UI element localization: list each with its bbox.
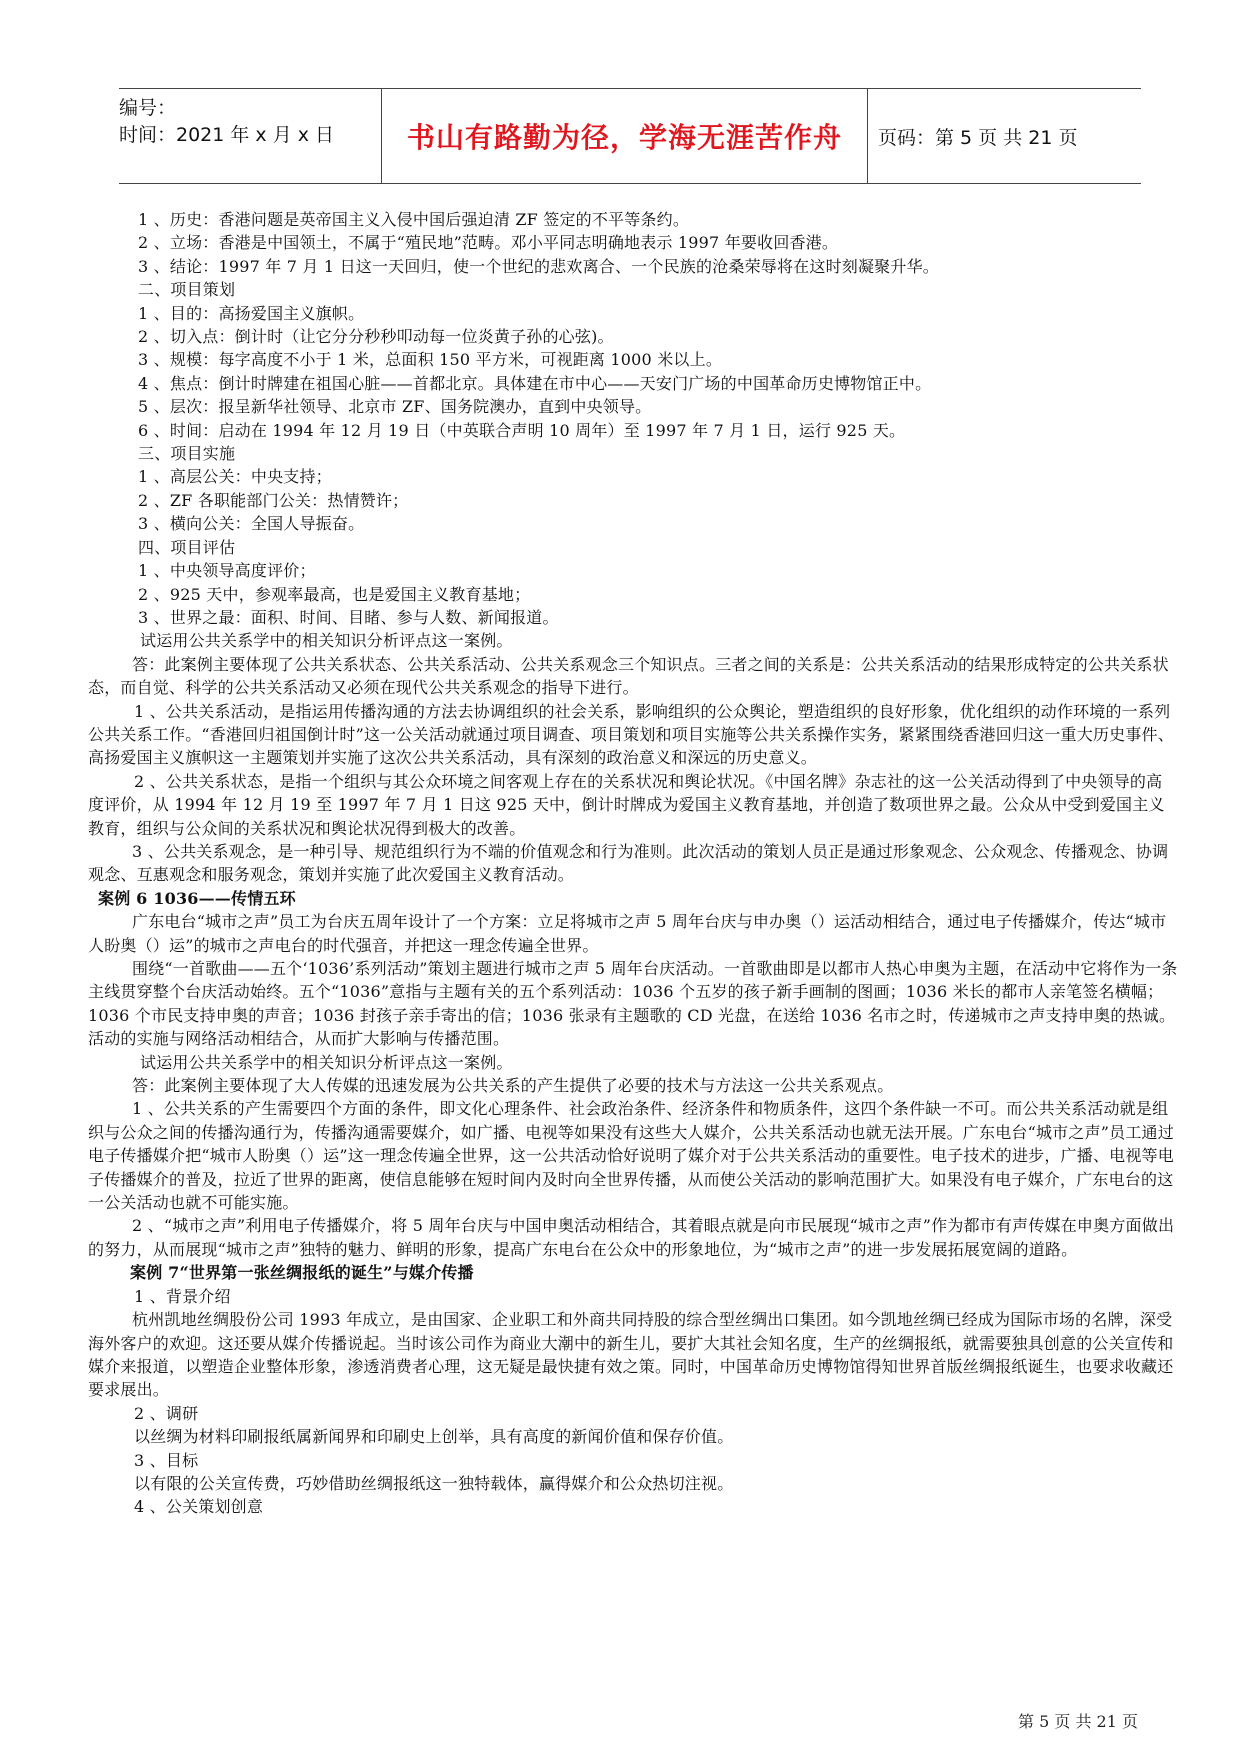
list-item: 1 、目的：高扬爱国主义旗帜。: [138, 303, 365, 323]
case7-heading: 2 、调研: [134, 1403, 199, 1423]
list-item: 1 、中央领导高度评价；: [138, 561, 316, 581]
list-item: 4 、焦点：倒计时牌建在祖国心脏——首都北京。具体建在市中心——天安门广场的中国革命历史博物馆正中。: [138, 373, 932, 393]
case7-text: 以有限的公关宣传费，巧妙借助丝绸报纸这一独特载体，赢得媒介和公众热切注视。: [134, 1473, 734, 1493]
list-item: 6 、时间：启动在 1994 年 12 月 19 日（中英联合声明 10 周年）至 1997 年 7 月 1 日，运行 925 天。: [138, 420, 906, 440]
number-label: 编号：: [119, 97, 177, 119]
list-item: 2 、ZF 各职能部门公关：热情赞许；: [138, 490, 409, 510]
answer-paragraph: 3 、公共关系观念，是一种引导、规范组织行为不端的价值观念和行为准则。此次活动的策划人员正是通过形象观念、公众观念、传播观念、协调观念、互惠观念和服务观念，策划并实施了此次爱国主义教育活动。: [88, 841, 1169, 885]
header-meta: [119, 89, 381, 183]
time-label: 时间：2021 年 x 月 x 日: [119, 124, 335, 146]
page-footer: 第 5 页 共 21 页: [1018, 1712, 1138, 1731]
list-item: 3 、规模：每字高度不小于 1 米，总面积 150 平方米，可视距离 1000 米以上。: [138, 350, 723, 370]
case7-heading: 4 、公关策划创意: [134, 1497, 264, 1517]
case6-answer: 2 、“城市之声”利用电子传播媒介，将 5 周年台庆与中国申奥活动相结合，其着眼点就是向市民展现“城市之声”作为都市有声传媒在申奥方面做出的努力，从而展现“城市之声”独特的魅力、鲜明的形象，提高广东电台在公众中的形象地位，为“城市之声”的进一步发展拓展宽阔的道路。: [88, 1216, 1175, 1259]
list-item: 3 、横向公关：全国人导振奋。: [138, 514, 365, 534]
case7-title: 案例 7“世界第一张丝绸报纸的诞生”与媒介传播: [130, 1263, 474, 1283]
case7-heading: 1 、背景介绍: [134, 1286, 231, 1306]
document-body: [88, 208, 1178, 1519]
case7-text: 杭州凯地丝绸股份公司 1993 年成立，是由国家、企业职工和外商共同持股的综合型丝绸出口集团。如今凯地丝绸已经成为国际市场的名牌，深受海外客户的欢迎。这还要从媒介传播说起。当时该公司作为商业大潮中的新生儿，要扩大其社会知名度，生产的丝绸报纸，就需要独具创意的公关宣传和媒介来报道，以塑造企业整体形象，渗透消费者心理，这无疑是最快捷有效之策。同时，中国革命历史博物馆得知世界首版丝绸报纸诞生，也要求收藏还要求展出。: [88, 1310, 1174, 1400]
section-heading: 三、项目实施: [138, 444, 236, 464]
list-item: 1 、历史：香港问题是英帝国主义入侵中国后强迫清 ZF 签定的不平等条约。: [138, 210, 690, 229]
list-item: 2 、立场：香港是中国领土，不属于“殖民地”范畴。邓小平同志明确地表示 1997 年要收回香港。: [138, 233, 839, 253]
case6-title: 案例 6 1036——传情五环: [98, 888, 296, 908]
case7-text: 以丝绸为材料印刷报纸属新闻界和印刷史上创举，具有高度的新闻价值和保存价值。: [134, 1427, 734, 1447]
case6-question: 试运用公共关系学中的相关知识分析评点这一案例。: [140, 1052, 513, 1072]
list-item: 3 、结论：1997 年 7 月 1 日这一天回归，使一个世纪的悲欢离合、一个民族的沧桑荣辱将在这时刻凝聚升华。: [138, 256, 939, 276]
case6-paragraph: 围绕“一首歌曲——五个‘1036’系列活动”策划主题进行城市之声 5 周年台庆活动。一首歌曲即是以都市人热心申奥为主题，在活动中它将作为一条主线贯穿整个台庆活动始终。五个“1036”意指与主题有关的五个系列活动：1036 个五岁的孩子新手画制的图画；1036 米长的都市人亲笔签名横幅；1036 个市民支持申奥的声音；1036 封孩子亲手寄出的信；1036 张录有主题歌的 CD 光盘，在送给 1036 名市之时，传递城市之声支持申奥的热诚。活动的实施与网络活动相结合，从而扩大影响与传播范围。: [88, 959, 1178, 1049]
case6-answer: 答：此案例主要体现了大人传媒的迅速发展为公共关系的产生提供了必要的技术与方法这一公共关系观点。: [132, 1076, 894, 1096]
list-item: 5 、层次：报呈新华社领导、北京市 ZF、国务院澳办，直到中央领导。: [138, 397, 652, 417]
answer-paragraph: 1 、公共关系活动，是指运用传播沟通的方法去协调组织的社会关系，影响组织的公众舆论，塑造组织的良好形象，优化组织的动作环境的一系列公共关系工作。“香港回归祖国倒计时”这一公关活动就通过项目调查、项目策划和项目实施等公共关系操作实务，紧紧围绕香港回归这一重大历史事件、高扬爱国主义旗帜这一主题策划并实施了这次公共关系活动，具有深刻的政治意义和深远的历史意义。: [88, 701, 1174, 768]
answer-paragraph: 答：此案例主要体现了公共关系状态、公共关系活动、公共关系观念三个知识点。三者之间的关系是：公共关系活动的结果形成特定的公共关系状态，而自觉、科学的公共关系活动又必须在现代公共关系观念的指导下进行。: [88, 654, 1169, 698]
case7-heading: 3 、目标: [134, 1450, 199, 1470]
header-motto: 书山有路勤为径，学海无涯苦作舟: [381, 89, 868, 183]
case6-paragraph: 广东电台“城市之声”员工为台庆五周年设计了一个方案：立足将城市之声 5 周年台庆与申办奥（）运活动相结合，通过电子传播媒介，传达“城市人盼奥（）运”的城市之声电台的时代强音，并把这一理念传遍全世界。: [88, 912, 1167, 955]
list-item: 3 、世界之最：面积、时间、目睹、参与人数、新闻报道。: [138, 607, 559, 627]
answer-paragraph: 2 、公共关系状态，是指一个组织与其公众环境之间客观上存在的关系状况和舆论状况。《中国名牌》杂志社的这一公关活动得到了中央领导的高度评价，从 1994 年 12 月 19 至 1997 年 7 月 1 日这 925 天中，倒计时牌成为爱国主义教育基地，并创造了数项世界之最。公众从中受到爱国主义教育，组织与公众间的关系状况和舆论状况得到极大的改善。: [88, 771, 1165, 838]
section-heading: 四、项目评估: [138, 537, 236, 557]
page-header: [119, 88, 1141, 184]
list-item: 2 、925 天中，参观率最高，也是爱国主义教育基地；: [138, 584, 531, 604]
case6-answer: 1 、公共关系的产生需要四个方面的条件，即文化心理条件、社会政治条件、经济条件和物质条件，这四个条件缺一不可。而公共关系活动就是组织与公众之间的传播沟通行为，传播沟通需要媒介，如广播、电视等如果没有这些大人媒介，公共关系活动也就无法开展。广东电台“城市之声”员工通过电子传播媒介把“城市人盼奥（）运”这一理念传遍全世界，这一公共活动恰好说明了媒介对于公共关系活动的重要性。电子技术的进步，广播、电视等电子传播媒介的普及，拉近了世界的距离，使信息能够在短时间内及时向全世界传播，从而使公关活动的影响范围扩大。如果没有电子媒介，广东电台的这一公关活动也就不可能实施。: [88, 1099, 1174, 1213]
question-line: 试运用公共关系学中的相关知识分析评点这一案例。: [140, 631, 513, 651]
list-item: 1 、高层公关：中央支持；: [138, 467, 332, 487]
header-page-info: 页码：第 5 页 共 21 页: [878, 126, 1078, 149]
list-item: 2 、切入点：倒计时（让它分分秒秒叩动每一位炎黄子孙的心弦)。: [138, 327, 614, 347]
section-heading: 二、项目策划: [138, 280, 236, 300]
